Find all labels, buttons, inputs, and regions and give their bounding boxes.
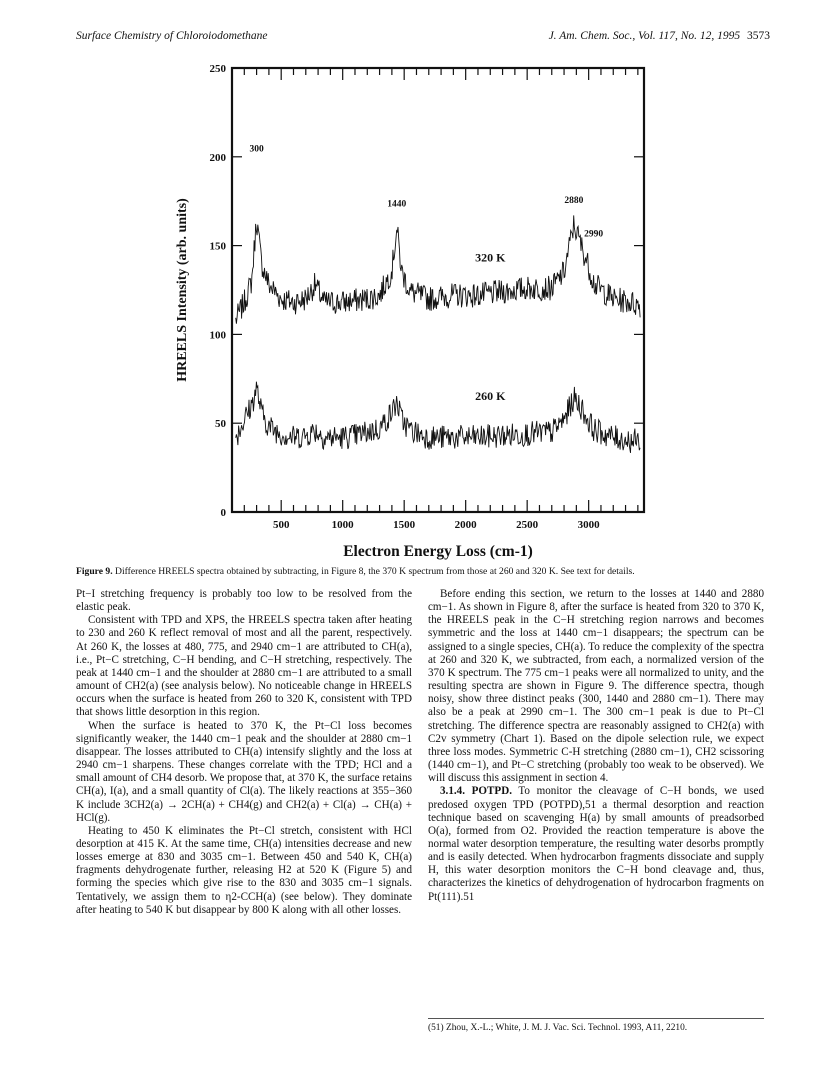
caption-text: Difference HREELS spectra obtained by subtracting, in Figure 8, the 370 K spectrum from those at 260 and 320 K. See text for details. <box>115 566 635 577</box>
page-number: 3573 <box>747 30 770 42</box>
journal-name: J. Am. Chem. Soc., Vol. 117, No. 12, 1995 <box>548 30 741 42</box>
y-tick-label: 50 <box>215 418 226 431</box>
paragraph: When the surface is heated to 370 K, the Pt−Cl loss becomes significantly weaker, the 1440 cm−1 peak and the shoulder at 2880 cm−1 disappear. The losses attributed to CH(a) intensify slightly and the loss at 2940 cm−1 sharpens. These changes correlate with the TPD; HCl and a small amount of CH4 desorb. We propose that, at 370 K, the surface retains CH(a), I(a), and a small quantity of Cl(a). The likely reactions at 355−360 K include 3CH2(a) → 2CH(a) + CH4(g) and CH2(a) + Cl(a) → CH(a) + HCl(g). <box>76 719 412 824</box>
x-tick-label: 2000 <box>454 519 477 531</box>
series-line-320k <box>236 215 640 323</box>
y-tick-label: 100 <box>209 329 226 342</box>
peak-label: 320 K <box>475 250 506 265</box>
right-column <box>428 588 764 904</box>
plot-border <box>232 68 644 512</box>
x-tick-label: 3000 <box>577 519 600 531</box>
peak-label: 260 K <box>475 389 506 404</box>
section-text: To monitor the cleavage of C−H bonds, we used predosed oxygen TPD (POTPD),51 a thermal desorption and reaction technique based on scavenging H(a) by small amounts of preadsorbed O(a), formed from O2. Provided the reaction temperature is above the normal water desorption temperature, the resulting water desorbs promptly and is easily detected. When hydrocarbon fragments dissociate and supply H, this water desorption monitors the C−H bond cleavage and, thus, characterizes the kinetics of dehydrogenation of hydrocarbon fragments on Pt(111).51 <box>428 785 764 903</box>
x-tick-label: 1500 <box>393 519 416 531</box>
x-axis-title: Electron Energy Loss (cm-1) <box>343 543 533 560</box>
paragraph: Heating to 450 K eliminates the Pt−Cl stretch, consistent with HCl desorption at 415 K. At the same time, CH(a) intensities decrease and new losses emerge at 830 and 3035 cm−1. Between 450 and 540 K, CH(a) fragments dehydrogenate further, releasing H2 at 520 K (Figure 5) and forming the species which give rise to the 830 and 3035 cm−1 signals. Tentatively, we assign them to η2-CCH(a) (see below). They dominate after heating to 540 K but disappear by 800 K along with all other losses. <box>76 824 412 916</box>
paragraph: Consistent with TPD and XPS, the HREELS spectra taken after heating to 230 and 260 K reflect removal of most and all the parent, respectively. At 260 K, the losses at 480, 775, and 2940 cm−1 are attributed to CH(a), i.e., Pt−C stretching, C−H bending, and C−H stretching, respectively. The peak at 1440 cm−1 and the shoulder at 2880 cm−1 are attributed to a small amount of CH2(a) (see analysis below). No noticeable change in HREELS occurs when the surface is heated from 260 to 320 K, consistent with TPD that shows little desorption in this region. <box>76 614 412 719</box>
left-column <box>76 588 412 917</box>
paragraph: Pt−I stretching frequency is probably too low to be resolved from the elastic peak. <box>76 588 412 614</box>
section-paragraph <box>428 785 764 903</box>
series-group <box>236 144 640 452</box>
plot-frame <box>232 68 644 512</box>
section-number: 3.1.4. <box>440 785 465 798</box>
y-tick-label: 150 <box>209 240 226 253</box>
series-line-260k <box>236 382 640 453</box>
footnote: (51) Zhou, X.-L.; White, J. M. J. Vac. Sci. Technol. 1993, A11, 2210. <box>428 1018 764 1033</box>
caption-label: Figure 9. <box>76 566 113 577</box>
figure-caption <box>76 566 766 578</box>
paragraph: Before ending this section, we return to the losses at 1440 and 2880 cm−1. As shown in Figure 8, after the surface is heated from 320 to 370 K, the HREELS peak in the C−H stretching region narrows and becomes symmetric and the loss at 1440 cm−1 disappears; the spectrum can be assigned to a single species, CH(a). To reduce the complexity of the spectra at 260 and 320 K, we subtracted, from each, a normalized version of the 370 K spectrum. The 775 cm−1 peaks were all normalized to unity, and the resulting spectra are shown in Figure 9. The difference spectra, though noisy, show three distinct peaks (300, 1440 and 2880 cm−1). There may also be a peak at 2990 cm−1. The 300 cm−1 peak is due to Pt−Cl stretching. The difference spectra are reasonably assigned to CH2(a) with C2v symmetry (Chart 1). Based on the dipole selection rule, we expect three loss modes. Symmetric C-H stretching (2880 cm−1), CH2 scissoring (1440 cm−1), and Pt−C stretching (probably too weak to be observed). We will discuss this assignment in section 4. <box>428 588 764 785</box>
x-tick-label: 2500 <box>516 519 539 531</box>
y-tick-label: 0 <box>220 507 226 519</box>
x-tick-label: 1000 <box>331 519 354 531</box>
peak-label: 1440 <box>387 199 407 210</box>
running-title: Surface Chemistry of Chloroiodomethane <box>76 30 268 42</box>
axis-ticks <box>210 63 645 531</box>
y-tick-label: 250 <box>209 63 226 75</box>
peak-label: 300 <box>249 144 264 155</box>
hreels-figure <box>168 50 668 564</box>
x-tick-label: 500 <box>272 519 290 531</box>
peak-label: 2880 <box>564 195 584 206</box>
peak-label: 2990 <box>584 229 604 240</box>
y-tick-label: 200 <box>209 151 226 164</box>
running-header <box>76 30 770 48</box>
journal-citation <box>549 30 770 42</box>
y-axis-title: HREELS Intensity (arb. units) <box>175 198 190 382</box>
section-title: POTPD. <box>471 785 512 798</box>
